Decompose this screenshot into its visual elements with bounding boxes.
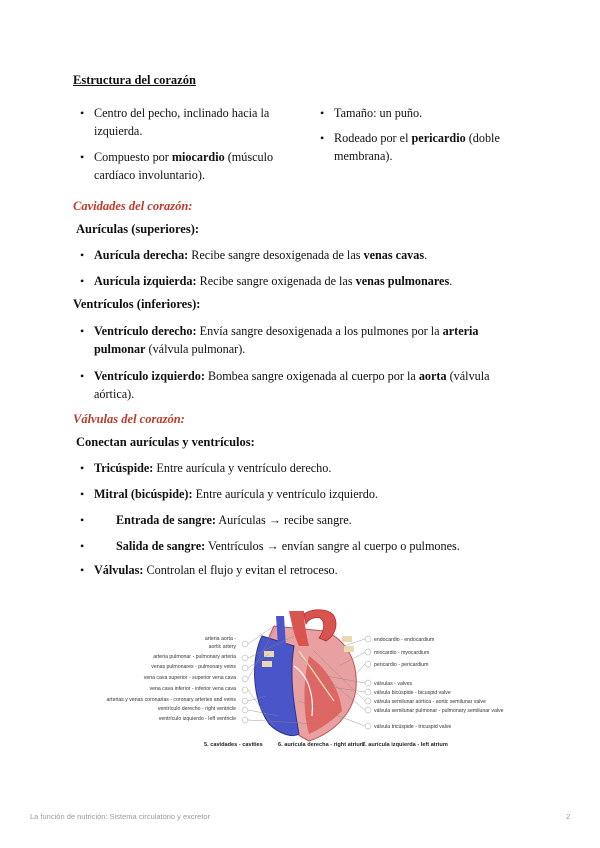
diagram-label: venas pulmonares - pulmonary veins: [151, 664, 236, 670]
diagram-label: ventrículo derecho - right ventricle: [157, 706, 236, 712]
diagram-label: ventrículo izquierdo - left ventricle: [158, 716, 236, 722]
diagram-caption: 6. aurícula derecha - right atrium: [278, 742, 365, 748]
page-number: 2: [566, 812, 571, 821]
diagram-label: pericardio - pericardium: [374, 662, 429, 668]
diagram-label: válvulas - valves: [374, 681, 413, 687]
diagram-label: válvula semilunar aórtica - aortic semilunar valve: [374, 699, 486, 705]
list-item: • Compuesto por miocardio (músculo cardíaco involuntario).: [94, 148, 304, 184]
list-item: • Ventrículo izquierdo: Bombea sangre oxigenada al cuerpo por la aorta (válvula aórtica).: [94, 367, 514, 403]
list-item: • Tamaño: un puño.: [334, 104, 534, 122]
ventriculos-title: Ventrículos (inferiores):: [73, 297, 201, 311]
cavities-title: Cavidades del corazón:: [73, 199, 193, 213]
diagram-label: válvula semilunar pulmonar - pulmonary semilunar valve: [374, 708, 504, 714]
list-item: • Entrada de sangre: Aurículas → recibe sangre.: [94, 511, 534, 529]
list-item: • Centro del pecho, inclinado hacia la izquierda.: [94, 104, 294, 140]
diagram-caption: 5. cavidades - cavities: [204, 742, 263, 748]
list-item: • Válvulas: Controlan el flujo y evitan el retroceso.: [94, 561, 534, 579]
diagram-label: endocardio - endocardium: [374, 637, 435, 643]
diagram-label: vena cava superior - superior vena cava: [143, 675, 236, 681]
list-item: • Rodeado por el pericardio (doble membrana).: [334, 129, 534, 165]
valves-subtitle: Conectan aurículas y ventrículos:: [76, 435, 255, 449]
list-item: • Salida de sangre: Ventrículos → envían sangre al cuerpo o pulmones.: [94, 537, 534, 555]
list-item: • Tricúspide: Entre aurícula y ventrículo derecho.: [94, 459, 534, 477]
diagram-label: aortic artery: [208, 644, 236, 650]
diagram-label: arteria aorta -: [204, 636, 236, 642]
list-item: • Ventrículo derecho: Envía sangre desoxigenada a los pulmones por la arteria pulmonar (válvula pulmonar).: [94, 322, 504, 358]
footer-title: La función de nutrición: Sistema circulatorio y excretor: [30, 812, 211, 821]
heart-diagram: [94, 606, 534, 754]
diagram-label: miocardio - myocardium: [374, 650, 430, 656]
diagram-caption: 7. aurícula izquierda - left atrium: [362, 742, 448, 748]
section-title: Estructura del corazón: [73, 73, 196, 87]
list-item: • Aurícula izquierda: Recibe sangre oxigenada de las venas pulmonares.: [94, 272, 534, 290]
auriculas-title: Aurículas (superiores):: [76, 222, 200, 236]
diagram-label: arterias y venas coronarias - coronary arteries and veins: [106, 697, 236, 703]
valves-title: Válvulas del corazón:: [73, 412, 185, 426]
diagram-label: vena cava inferior - inferior vena cava: [149, 686, 236, 692]
list-item: • Mitral (bicúspide): Entre aurícula y ventrículo izquierdo.: [94, 485, 534, 503]
list-item: • Aurícula derecha: Recibe sangre desoxigenada de las venas cavas.: [94, 246, 534, 264]
diagram-label: válvula bicúspide - bicuspid valve: [374, 690, 451, 696]
diagram-label: arteria pulmonar - pulmonary arteria: [153, 654, 236, 660]
diagram-label: válvula tricúspide - tricuspid valve: [374, 724, 452, 730]
